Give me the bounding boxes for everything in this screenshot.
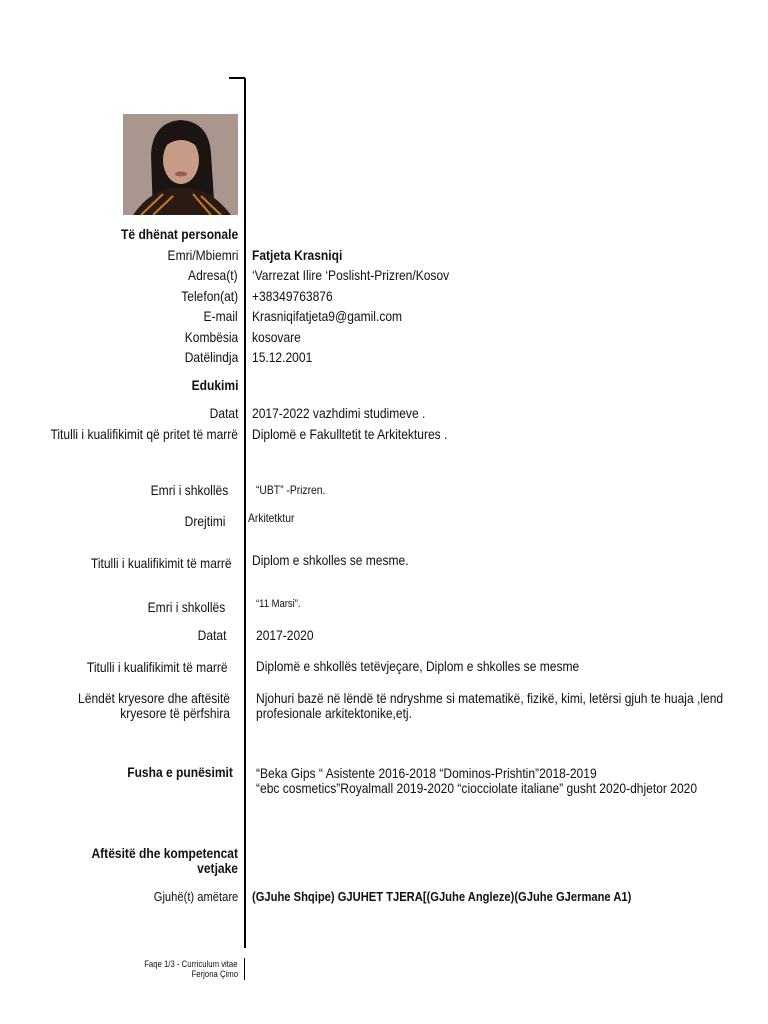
languages-value: (GJuhe Shqipe) GJUHET TJERA[(GJuhe Angleze)(GJuhe GJermane A1) (252, 889, 632, 904)
edu-expected-title-value: Diplomë e Fakulltetit te Arkitektures . (252, 426, 448, 442)
header-tick (229, 77, 245, 79)
edu-title-value: Diplom e shkolles se mesme. (252, 552, 409, 568)
footer-divider (244, 958, 245, 980)
footer-page: Faqe 1/3 - Curriculum vitae (144, 959, 238, 969)
edu-school-label: Emri i shkollës (150, 482, 228, 498)
birthdate-label: Datëlindja (184, 349, 238, 365)
edu-subjects-label: Lëndët kryesore dhe aftësitë kryesore të përfshira (78, 690, 230, 721)
edu-title2-label: Titulli i kualifikimit të marrë (87, 659, 228, 675)
edu-title2-value: Diplomë e shkollës tetëvjeçare, Diplom e shkolles se mesme (256, 658, 580, 674)
phone-label: Telefon(at) (181, 288, 238, 304)
edu-direction-label: Drejtimi (184, 513, 225, 529)
languages-label: Gjuhë(t) amëtare (153, 889, 238, 904)
edu-dates2-label: Datat (197, 627, 226, 643)
nationality-label: Kombësia (184, 329, 238, 345)
edu-subjects-value: Njohuri bazë në lëndë të ndryshme si matematikë, fizikë, kimi, letërsi gjuh te huaja ,lend profesionale arkitektonike,etj. (256, 690, 724, 721)
edu-school2-value: “11 Marsi”. (256, 598, 301, 610)
column-divider (244, 78, 246, 948)
edu-dates-value: 2017-2022 vazhdimi studimeve . (252, 405, 426, 421)
name-value: Fatjeta Krasniqi (252, 247, 343, 263)
edu-dates2-value: 2017-2020 (256, 627, 314, 643)
education-heading: Edukimi (191, 377, 238, 393)
address-value: ‘Varrezat Ilire ‘Poslisht-Prizren/Kosov (252, 267, 450, 283)
personal-heading: Të dhënat personale (120, 226, 238, 242)
birthdate-value: 15.12.2001 (252, 349, 313, 365)
phone-value: +38349763876 (252, 288, 333, 304)
work-heading: Fusha e punësimit (127, 764, 233, 780)
email-value: Krasniqifatjeta9@gamil.com (252, 308, 403, 324)
work-line-2: “ebc cosmetics”Royalmall 2019-2020 “ciocciolate italiane” gusht 2020-dhjetor 2020 (256, 780, 698, 796)
name-label: Emri/Mbiemri (167, 247, 238, 263)
email-label: E-mail (203, 308, 238, 324)
edu-expected-title-label: Titulli i kualifikimit që pritet të marrë (50, 426, 238, 442)
skills-heading: Aftësitë dhe kompetencat vetjake (91, 845, 238, 876)
address-label: Adresa(t) (188, 267, 238, 283)
footer-author: Ferjona Çimo (191, 969, 238, 979)
edu-dates-label: Datat (209, 405, 238, 421)
edu-school2-label: Emri i shkollës (147, 599, 225, 615)
profile-photo (123, 114, 238, 215)
edu-direction-value: Arkitetktur (248, 511, 295, 525)
edu-school-value: “UBT” -Prizren. (256, 483, 326, 497)
edu-title-label: Titulli i kualifikimit të marrë (91, 555, 232, 571)
nationality-value: kosovare (252, 329, 301, 345)
work-line-1: “Beka Gips “ Asistente 2016-2018 “Dominos-Prishtin”2018-2019 (256, 765, 597, 781)
